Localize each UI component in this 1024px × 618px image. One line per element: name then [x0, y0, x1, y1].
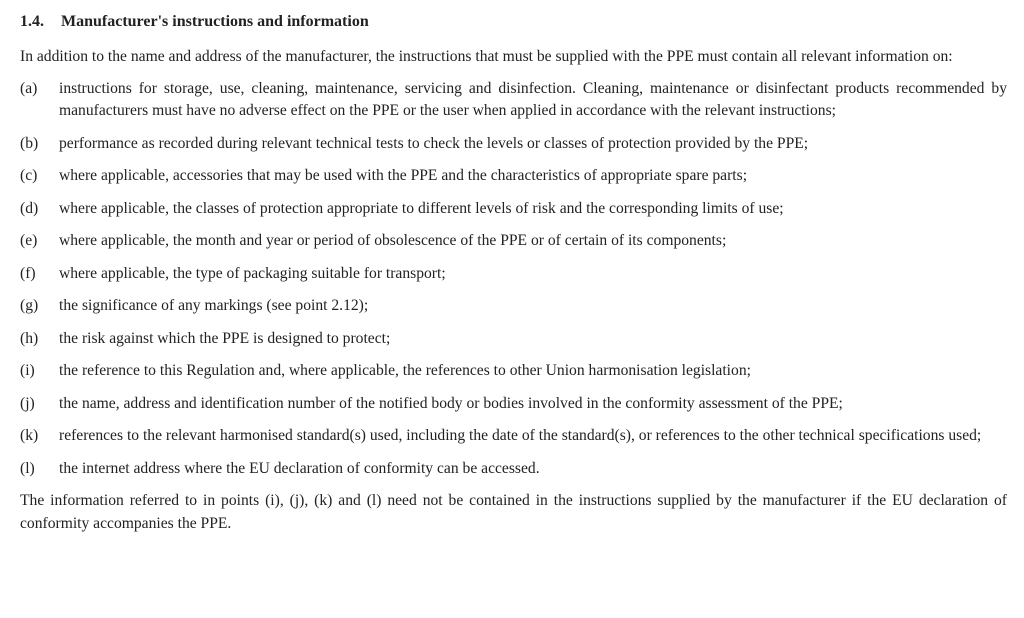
list-item-text: the reference to this Regulation and, where applicable, the references to other Union harmonisation legislation; — [59, 362, 751, 379]
list-item — [20, 165, 1007, 188]
list-item-text: instructions for storage, use, cleaning, maintenance, servicing and disinfection. Cleaning, maintenance or disinfectant products recommended by manufacturers must have no adverse effect on the PPE or the user when applied in accordance with the relevant instructions; — [59, 79, 1007, 119]
list-item-text: where applicable, the type of packaging suitable for transport; — [59, 264, 446, 282]
list-item — [20, 295, 1007, 318]
list-item-text: where applicable, the classes of protection appropriate to different levels of risk and the corresponding limits of use; — [59, 199, 784, 217]
section-title: Manufacturer's instructions and information — [61, 13, 369, 30]
list-item — [20, 393, 1007, 416]
list-marker: (e) — [20, 232, 38, 249]
list-item — [20, 263, 1007, 286]
list-marker: (h) — [20, 329, 39, 347]
list-marker: (g) — [20, 297, 39, 314]
list-item — [20, 198, 1007, 221]
intro-paragraph: In addition to the name and address of the manufacturer, the instructions that must be supplied with the PPE must contain all relevant information on: — [20, 48, 953, 65]
list-marker: (b) — [20, 134, 39, 152]
list-item — [20, 133, 1007, 156]
closing-paragraph: The information referred to in points (i), (j), (k) and (l) need not be contained in the instructions supplied by the manufacturer if the EU declaration of conformity accompanies the PPE. — [20, 492, 1007, 532]
list-marker: (f) — [20, 264, 36, 282]
list-marker: (c) — [20, 167, 38, 184]
section-number: 1.4. — [20, 13, 44, 30]
list-item-text: the risk against which the PPE is designed to protect; — [59, 329, 391, 347]
requirements-list — [20, 78, 1007, 481]
list-item — [20, 425, 1007, 448]
list-marker: (j) — [20, 394, 35, 412]
list-item-text: where applicable, accessories that may be used with the PPE and the characteristics of appropriate spare parts; — [59, 167, 748, 184]
list-item — [20, 230, 1007, 253]
list-item-text: the internet address where the EU declaration of conformity can be accessed. — [59, 459, 540, 477]
list-item-text: the significance of any markings (see point 2.12); — [59, 297, 369, 314]
list-marker: (d) — [20, 199, 39, 217]
list-marker: (k) — [20, 427, 39, 444]
list-item-text: references to the relevant harmonised standard(s) used, including the date of the standard(s), or references to the other technical specifications used; — [59, 427, 982, 444]
list-marker: (l) — [20, 459, 35, 477]
list-item — [20, 78, 1007, 123]
list-item — [20, 360, 1007, 383]
list-item — [20, 458, 1007, 481]
list-item — [20, 328, 1007, 351]
section-heading — [20, 11, 1007, 33]
list-item-text: where applicable, the month and year or period of obsolescence of the PPE or of certain of its components; — [59, 232, 727, 249]
list-marker: (a) — [20, 79, 38, 97]
list-item-text: performance as recorded during relevant technical tests to check the levels or classes of protection provided by the PPE; — [59, 134, 809, 152]
list-item-text: the name, address and identification number of the notified body or bodies involved in the conformity assessment of the PPE; — [59, 394, 843, 412]
list-marker: (i) — [20, 362, 35, 379]
